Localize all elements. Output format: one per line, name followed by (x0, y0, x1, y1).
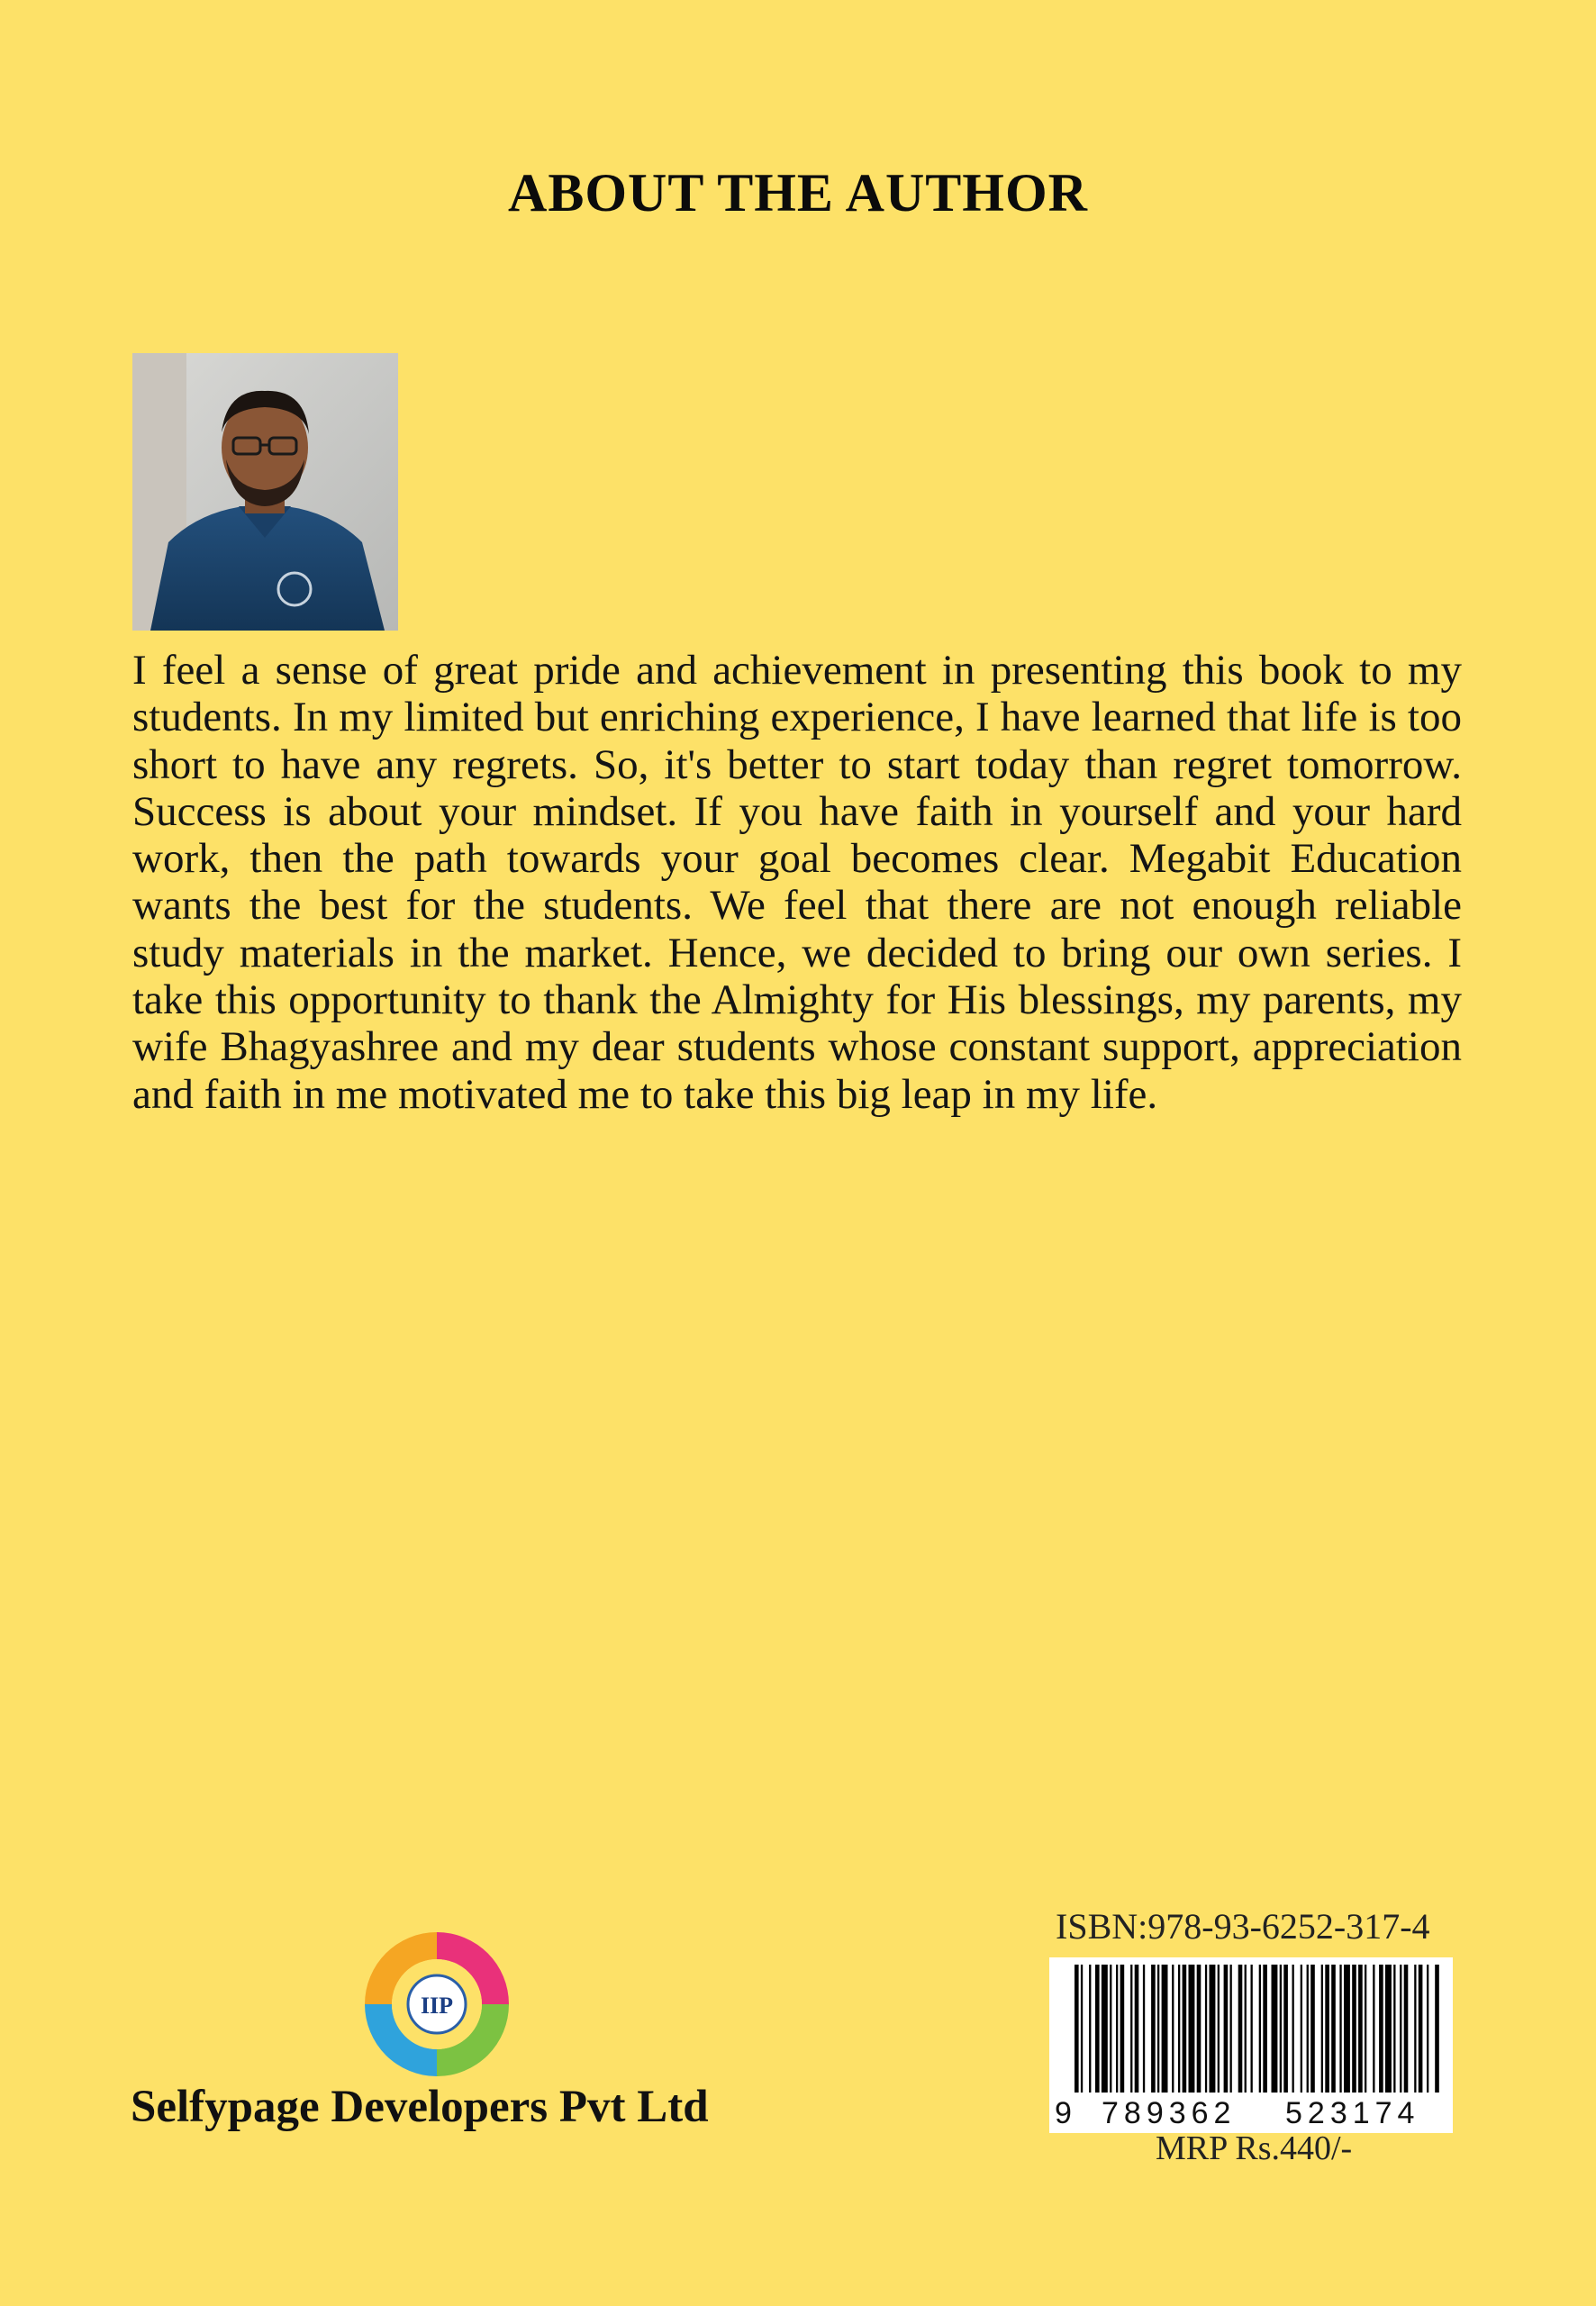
barcode-bar (1143, 1965, 1145, 2093)
barcode-bar (1379, 1965, 1383, 2093)
barcode-bar (1230, 1965, 1232, 2093)
barcode-bar (1089, 1965, 1091, 2093)
barcode-bar (1365, 1965, 1366, 2093)
author-photo (132, 353, 398, 631)
barcode-bar (1283, 1965, 1288, 2093)
barcode-lead-digit: 9 (1055, 2096, 1072, 2130)
barcode-bars (1049, 1957, 1453, 2093)
isbn-label: ISBN:978-93-6252-317-4 (1056, 1906, 1430, 1947)
barcode-bar (1135, 1965, 1139, 2093)
barcode-bar (1102, 1965, 1108, 2093)
barcode-bar (1272, 1965, 1278, 2093)
barcode-bar (1263, 1965, 1267, 2093)
barcode-bar (1183, 1965, 1187, 2093)
barcode-bar (1321, 1965, 1323, 2093)
barcode-bar (1352, 1965, 1356, 2093)
barcode-bar (1172, 1965, 1174, 2093)
barcode-bar (1130, 1965, 1132, 2093)
barcode-bar (1224, 1965, 1229, 2093)
barcode-bar (1205, 1965, 1207, 2093)
barcode-digits (1049, 2095, 1453, 2131)
barcode-bar (1151, 1965, 1156, 2093)
barcode-bar (1292, 1965, 1294, 2093)
barcode-bar (1427, 1965, 1428, 2093)
barcode-bar (1245, 1965, 1247, 2093)
barcode-bar (1157, 1965, 1159, 2093)
logo-center-text: IIP (420, 1993, 454, 2019)
barcode-bar (1344, 1965, 1350, 2093)
barcode-bar (1385, 1965, 1392, 2093)
barcode-bar (1197, 1965, 1202, 2093)
barcode-bar (1116, 1965, 1118, 2093)
author-bio: I feel a sense of great pride and achievement in presenting this book to my students. In my limited but enriching experience, I have learned that life is too short to have any regrets. So, it's better to start today than regret tomorrow. Success is about your mindset. If you have faith in yourself and your hard work, then the path towards your goal becomes clear. Megabit Education wants the best for the students. We feel that there are not enough reliable study materials in the market. Hence, we decided to bring our own series. I take this opportunity to thank the Almighty for His blessings, my parents, my wife Bhagyashree and my dear students whose constant support, appreciation and faith in me motivated me to take this big leap in my life. (132, 647, 1462, 1118)
barcode-bar (1331, 1965, 1336, 2093)
barcode-bar (1435, 1965, 1439, 2093)
barcode-bar (1120, 1965, 1125, 2093)
barcode-bar (1310, 1965, 1315, 2093)
barcode-bar (1414, 1965, 1416, 2093)
isbn-barcode (1049, 1957, 1453, 2133)
page-title: ABOUT THE AUTHOR (508, 163, 1088, 222)
barcode-bar (1210, 1965, 1216, 2093)
barcode-bar (1339, 1965, 1341, 2093)
barcode-bar (1238, 1965, 1243, 2093)
barcode-bar (1301, 1965, 1302, 2093)
barcode-bar (1325, 1965, 1329, 2093)
barcode-bar (1393, 1965, 1395, 2093)
barcode-bar (1075, 1965, 1079, 2093)
author-portrait-image (132, 353, 398, 631)
barcode-bar (1373, 1965, 1374, 2093)
publisher-name: Selfypage Developers Pvt Ltd (131, 2082, 709, 2132)
barcode-bar (1189, 1965, 1195, 2093)
barcode-bar (1178, 1965, 1180, 2093)
barcode-bar (1251, 1965, 1253, 2093)
barcode-bar (1400, 1965, 1401, 2093)
barcode-bar (1404, 1965, 1409, 2093)
barcode-bar (1110, 1965, 1111, 2093)
barcode-bar (1162, 1965, 1168, 2093)
barcode-bar (1307, 1965, 1309, 2093)
barcode-bar (1280, 1965, 1282, 2093)
iip-logo-icon (356, 1923, 518, 2085)
price-label: MRP Rs.440/- (1156, 2129, 1353, 2167)
barcode-bar (1259, 1965, 1261, 2093)
barcode-bar (1218, 1965, 1220, 2093)
barcode-bar (1358, 1965, 1363, 2093)
barcode-left-group: 789362 (1102, 2096, 1237, 2130)
barcode-bar (1419, 1965, 1423, 2093)
barcode-right-group: 523174 (1285, 2096, 1420, 2130)
barcode-bar (1081, 1965, 1083, 2093)
barcode-bar (1095, 1965, 1100, 2093)
publisher-logo (356, 1923, 518, 2085)
